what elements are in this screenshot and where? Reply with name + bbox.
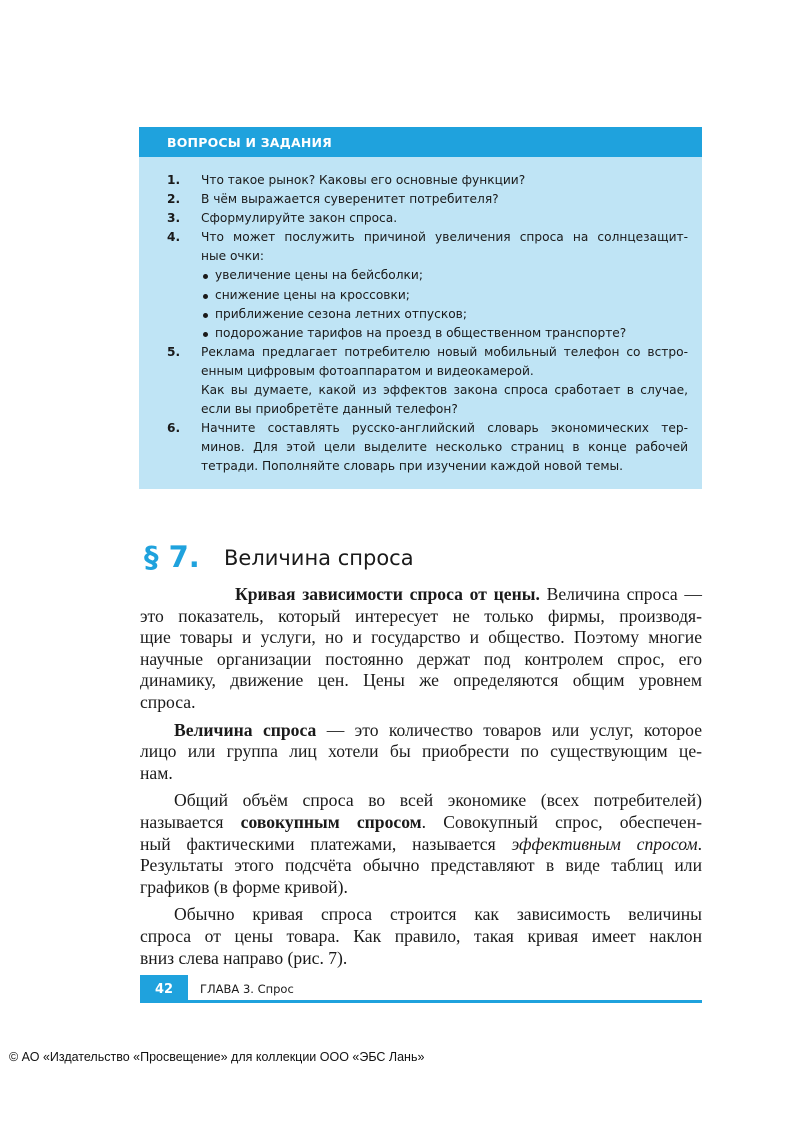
- question-text: енным цифровым фотоаппаратом и видеокамерой.: [201, 363, 534, 378]
- text-line: [140, 584, 702, 606]
- text-line: [140, 834, 702, 856]
- question-item: [167, 419, 688, 476]
- section-body: [140, 584, 702, 975]
- section-title: Величина спроса: [224, 546, 414, 570]
- bullet-item: снижение цены на кроссовки;: [201, 286, 688, 305]
- questions-list: [167, 171, 688, 477]
- question-text: В чём выражается суверенитет потребителя?: [201, 192, 499, 207]
- questions-box-title: ВОПРОСЫ И ЗАДАНИЯ: [139, 127, 702, 157]
- question-number: 4.: [167, 230, 181, 245]
- question-item: [167, 228, 688, 343]
- bullet-item: увеличение цены на бейсболки;: [201, 266, 688, 285]
- question-number: 3.: [167, 211, 181, 226]
- italic-term: эффективным спросом: [511, 833, 698, 854]
- questions-box: [139, 127, 702, 489]
- text-run: — это количество товаров или услуг, которое: [316, 719, 702, 740]
- paragraph: [140, 904, 702, 969]
- text-line: щие товары и услуги, но и государство и общество. Поэтому многие: [140, 627, 702, 648]
- text-run: .: [697, 833, 702, 854]
- bold-lead: Кривая зависимости спроса от цены.: [235, 584, 540, 604]
- text-run: ный фактическими платежами, называется: [140, 833, 512, 854]
- section-number: § 7.: [144, 540, 200, 574]
- text-run: . Совокупный спрос, обеспечен-: [421, 811, 702, 832]
- text-line: научные организации постоянно держат под контролем спрос, его: [140, 648, 702, 669]
- question-text: Что может послужить причиной увеличения спроса на солнцезащит-: [201, 230, 688, 245]
- text-line: нам.: [140, 762, 173, 783]
- question-text: Реклама предлагает потребителю новый мобильный телефон со встро-: [201, 344, 688, 359]
- question-text: минов. Для этой цели выделите несколько страниц в конце рабочей: [201, 440, 688, 455]
- question-item: [167, 171, 688, 190]
- text-line: это показатель, который интересует не только фирмы, производя-: [140, 605, 702, 626]
- question-item: [167, 343, 688, 419]
- text-line: Результаты этого подсчёта обычно представляют в виде таблиц или: [140, 855, 702, 876]
- footer-divider: [140, 1000, 702, 1003]
- text-line: спроса.: [140, 691, 196, 712]
- paragraph: [140, 720, 702, 785]
- text-line: динамику, движение цен. Цены же определяются общим уровнем: [140, 670, 702, 691]
- text-line: вниз слева направо (рис. 7).: [140, 947, 348, 968]
- bold-term: совокупным спросом: [240, 811, 422, 832]
- bullet-item: подорожание тарифов на проезд в общественном транспорте?: [201, 324, 688, 343]
- text-line: спроса от цены товара. Как правило, такая кривая имеет наклон: [140, 925, 702, 946]
- bullet-item: приближение сезона летних отпусков;: [201, 305, 688, 324]
- question-number: 6.: [167, 421, 181, 436]
- question-text: тетради. Пополняйте словарь при изучении каждой новой темы.: [201, 459, 624, 474]
- question-text: Что такое рынок? Каковы его основные функции?: [201, 173, 526, 187]
- page-number: 42: [140, 975, 188, 1003]
- question-text: ные очки:: [201, 249, 265, 264]
- text-line: Общий объём спроса во всей экономике (всех потребителей): [174, 790, 702, 811]
- question-text: Как вы думаете, какой из эффектов закона спроса сработает в случае,: [201, 383, 688, 398]
- paragraph: [140, 790, 702, 898]
- chapter-label: ГЛАВА 3. Спрос: [200, 982, 294, 996]
- question-number: 5.: [167, 344, 181, 359]
- text-line: [140, 720, 702, 742]
- text-run: называется: [140, 811, 241, 832]
- question-number: 1.: [167, 173, 181, 187]
- question-text: Начните составлять русско-английский словарь экономических тер-: [201, 421, 688, 436]
- question-number: 2.: [167, 192, 181, 207]
- question-text: если вы приобретёте данный телефон?: [201, 402, 458, 417]
- question-item: [167, 209, 688, 228]
- text-line: [140, 812, 702, 834]
- text-line: графиков (в форме кривой).: [140, 876, 348, 897]
- question-text: Сформулируйте закон спроса.: [201, 211, 398, 226]
- bold-term: Величина спроса: [174, 719, 317, 740]
- copyright-notice: © АО «Издательство «Просвещение» для коллекции ООО «ЭБС Лань»: [9, 1050, 425, 1064]
- paragraph: [140, 584, 702, 714]
- text-line: лицо или группа лиц хотели бы приобрести по существующим це-: [140, 741, 702, 762]
- text-line: Обычно кривая спроса строится как зависимость величины: [174, 904, 702, 925]
- question-item: [167, 190, 688, 209]
- text-run: Величина спроса —: [539, 584, 703, 604]
